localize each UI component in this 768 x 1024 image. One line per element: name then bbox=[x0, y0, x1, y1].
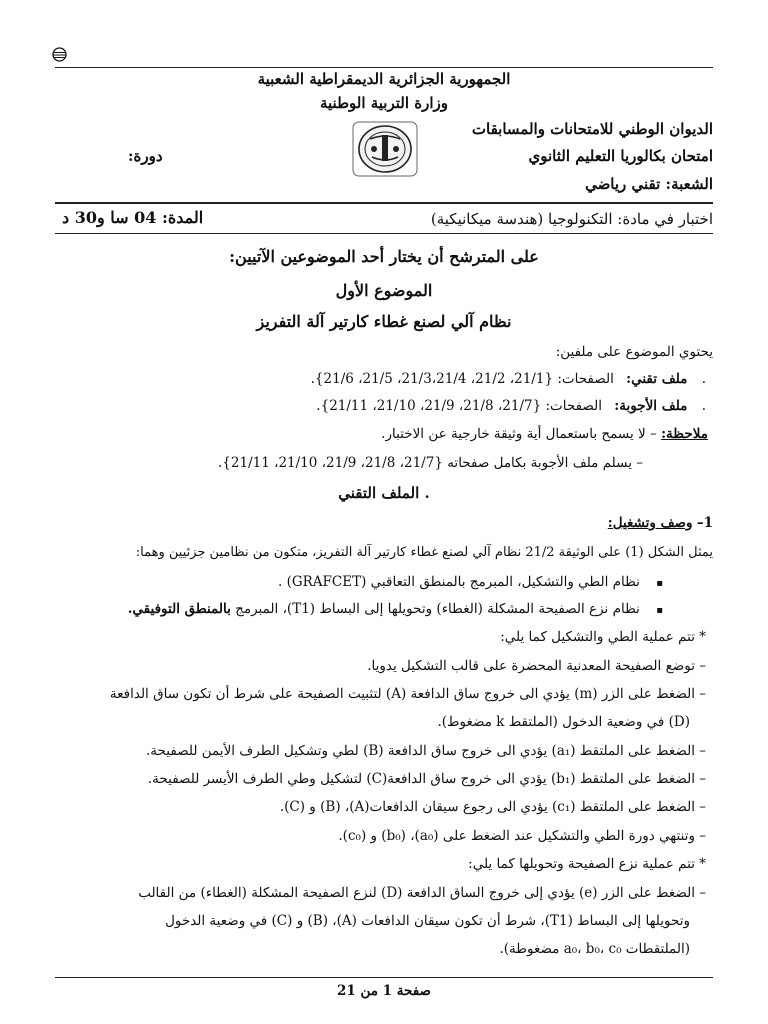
topic-title: نظام آلي لصنع غطاء كارتير آلة التفريز bbox=[256, 312, 512, 331]
step-line-5: – الضغط على الملتقط (c₁) يؤدي الى رجوع سيقان الدافعات(A)، (B) و (C). bbox=[279, 799, 706, 815]
file1-line bbox=[55, 371, 706, 387]
note-text-1: – لا يسمح باستعمال أية وثيقة خارجية عن الاختبار. bbox=[381, 426, 657, 442]
section-paragraph-1: يمثل الشكل (1) على الوثيقة 21/2 نظام آلي لصنع غطاء كارتير آلة التفريز، متكون من نظامين جزئيين وهما: bbox=[135, 545, 713, 560]
file2-label: ملف الأجوبة: bbox=[614, 398, 688, 414]
contains-line: يحتوي الموضوع على ملفين: bbox=[555, 344, 713, 360]
file1-bullet: . bbox=[701, 371, 706, 387]
bullet-1-text: نظام الطي والتشكيل، المبرمج بالمنطق التعاقبي (GRAFCET) . bbox=[278, 574, 640, 590]
page-number: صفحة 1 من 21 bbox=[336, 983, 432, 999]
file1-label: ملف تقني: bbox=[626, 371, 688, 387]
operation-1-heading: * تتم عملية الطي والتشكيل كما يلي: bbox=[500, 629, 706, 645]
footer-rule bbox=[55, 977, 713, 978]
corner-globe-icon bbox=[52, 47, 67, 62]
transfer-line-3: (الملتقطات a₀، b₀، c₀ مضغوطة). bbox=[499, 941, 690, 957]
tech-file-heading: . الملف التقني bbox=[338, 484, 430, 502]
section-heading bbox=[55, 515, 713, 531]
note-line-2: – يسلم ملف الأجوبة بكامل صفحاته {21/7، 21/8، 21/9، 21/10، 21/11}. bbox=[218, 455, 643, 471]
file2-line bbox=[55, 398, 706, 414]
seal-logo bbox=[352, 121, 418, 177]
section-number: 1– bbox=[696, 515, 713, 531]
subject-label: اختبار في مادة: التكنولوجيا (هندسة ميكانيكية) bbox=[430, 210, 713, 228]
transfer-line-1: – الضغط على الزر (e) يؤدي إلى خروج الساق الدافعة (D) لنزع الصفيحة المشكلة (الغطاء) من القالب bbox=[138, 885, 706, 901]
file2-bullet: . bbox=[701, 398, 706, 414]
step-line-3: – الضغط على الملتقط (a₁) يؤدي الى خروج ساق الدافعة (B) لطي وتشكيل الطرف الأيمن للصفيحة. bbox=[146, 743, 706, 759]
step-line-4: – الضغط على الملتقط (b₁) يؤدي الى خروج ساق الدافعة(C) لتشكيل وطي الطرف الأيسر للصفيحة. bbox=[147, 771, 706, 787]
note-label: ملاحظة: bbox=[661, 426, 708, 442]
header-rule bbox=[55, 202, 713, 204]
top-rule bbox=[55, 67, 713, 68]
office-title: الديوان الوطني للامتحانات والمسابقات bbox=[471, 120, 713, 138]
step-line-2b: (D) في وضعية الدخول (الملتقط k مضغوط). bbox=[437, 714, 690, 730]
file2-pages: الصفحات: {21/7، 21/8، 21/9، 21/10، 21/11}. bbox=[316, 398, 602, 414]
subject-rule bbox=[55, 233, 713, 234]
step-line-6: – وتنتهي دورة الطي والتشكيل عند الضغط على (a₀)، (b₀) و (c₀). bbox=[338, 828, 706, 844]
bullet-1-marker: ▪ bbox=[656, 578, 663, 589]
bullet-2-text-bold: بالمنطق التوفيقي. bbox=[127, 601, 231, 617]
bullet-2-text: نظام نزع الصفيحة المشكلة (الغطاء) وتحويلها إلى البساط (T1)، المبرمج bbox=[230, 601, 640, 617]
step-line-2: – الضغط على الزر (m) يؤدي الى خروج ساق الدافعة (A) لتثبيت الصفيحة على شرط أن تكون ساق الدافعة bbox=[109, 686, 706, 702]
exam-title: امتحان بكالوريا التعليم الثانوي bbox=[528, 147, 713, 165]
transfer-line-2: وتحويلها إلى البساط (T1)، شرط أن تكون سيقان الدافعات (A)، (B) و (C) في وضعية الدخول bbox=[165, 913, 690, 929]
step-line-1: – توضع الصفيحة المعدنية المحضرة على قالب التشكيل يدويا. bbox=[367, 658, 706, 674]
note-line bbox=[55, 426, 708, 442]
bullet-2-marker: ▪ bbox=[656, 605, 663, 616]
duration-label: المدة: 04 سا و30 د bbox=[62, 208, 204, 227]
ministry-title: وزارة التربية الوطنية bbox=[319, 94, 448, 112]
section-title: وصف وتشغيل: bbox=[607, 515, 693, 531]
file1-pages: الصفحات: {21/1، 21/2، 21/3،21/4، 21/5، 21/6}. bbox=[310, 371, 614, 387]
operation-2-heading: * تتم عملية نزع الصفيحة وتحويلها كما يلي: bbox=[468, 856, 706, 872]
bullet-2 bbox=[55, 601, 663, 617]
bullet-1 bbox=[55, 574, 663, 590]
republic-title: الجمهورية الجزائرية الديمقراطية الشعبية bbox=[257, 70, 511, 88]
session-label: دورة: bbox=[128, 147, 163, 165]
choose-instruction: على المترشح أن يختار أحد الموضوعين الآتيين: bbox=[229, 247, 539, 266]
topic-heading: الموضوع الأول bbox=[335, 281, 433, 300]
branch-label: الشعبة: تقني رياضي bbox=[585, 175, 713, 193]
